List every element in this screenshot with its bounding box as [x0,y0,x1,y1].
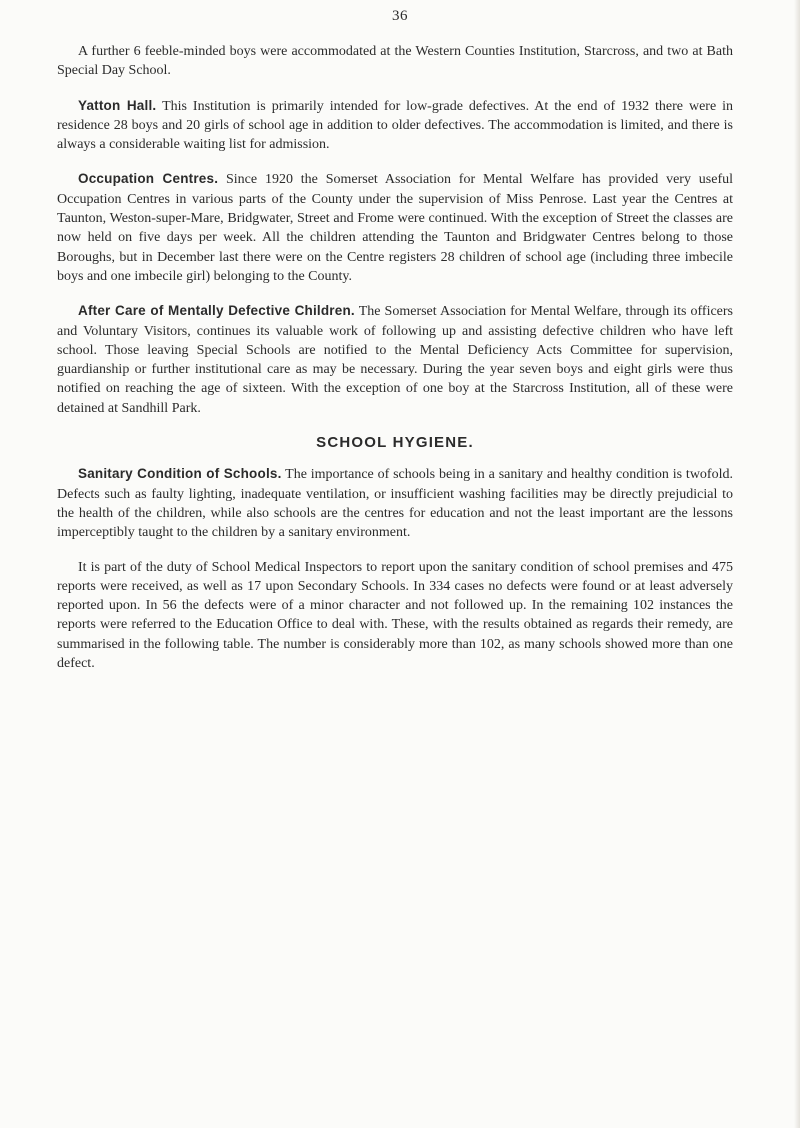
paragraph-text: It is part of the duty of School Medical Inspectors to report upon the sanitary condition of school premises and 475 reports were received, as well as 17 upon Secondary Schools. In 334 cases no defects were found or at least adversely reported upon. In 56 the defects were of a minor character and not followed up. In the remaining 102 instances the reports were referred to the Education Office to deal with. These, with the results obtained as regards their remedy, are summarised in the following table. The number is considerably more than 102, as many schools showed more than one defect. [57,559,733,672]
page-number: 36 [392,8,408,24]
paragraph-text: The importance of schools being in a sanitary and healthy condition is twofold. Defects such as faulty lighting, inadequate ventilation, or insufficient washing facilities may be directly prejudicial to the health of the children, while also schools are the centres for education and not the least important are the lessons imperceptibly taught to the children by a sanitary environment. [57,467,733,541]
paragraph-feeble-minded-boys [57,42,733,81]
paragraph-after-care [57,301,733,418]
paragraph-sanitary-condition [57,464,733,542]
page-edge-shadow [794,0,800,1128]
paragraph-occupation-centres [57,169,733,286]
paragraph-text: The Somerset Association for Mental Welfare, through its officers and Voluntary Visitors, continues its valuable work of following up and assisting defective children who have left school. Those leaving Special Schools are notified to the Mental Deficiency Acts Committee for supervision, guardianship or further institutional care as may be necessary. During the year seven boys and eight girls were thus notified on reaching the age of sixteen. With the exception of one boy at the Starcross Institution, all of these were detained at Sandhill Park. [57,304,733,416]
paragraph-inspectors-reports [57,558,733,674]
paragraph-yatton-hall [57,96,733,155]
paragraph-text: A further 6 feeble-minded boys were accommodated at the Western Counties Institution, Starcross, and two at Bath Special Day School. [57,44,733,79]
page-body [57,42,733,688]
heading-sanitary-condition: Sanitary Condition of Schools. [78,466,282,482]
paragraph-text: This Institution is primarily intended for low-grade defectives. At the end of 1932 there were in residence 28 boys and 20 girls of school age in addition to older defectives. The accommodation is limited, and there is always a considerable waiting list for admission. [57,98,734,153]
paragraph-text: Since 1920 the Somerset Association for Mental Welfare has provided very useful Occupation Centres in various parts of the County under the supervision of Miss Penrose. Last year the Centres at Taunton, Weston-super-Mare, Bridgwater, Street and Frome were continued. With the exception of Street the classes are now held on five days per week. All the children attending the Taunton and Bridgwater Centres belong to those Boroughs, but in December last there were on the Centre registers 28 children of school age (including three imbecile boys and one imbecile girl) belonging to the County. [57,172,734,284]
heading-after-care: After Care of Mentally Defective Children. [78,303,355,319]
section-title-school-hygiene: SCHOOL HYGIENE. [316,434,474,452]
heading-occupation-centres: Occupation Centres. [78,171,219,187]
heading-yatton-hall: Yatton Hall. [78,97,157,113]
